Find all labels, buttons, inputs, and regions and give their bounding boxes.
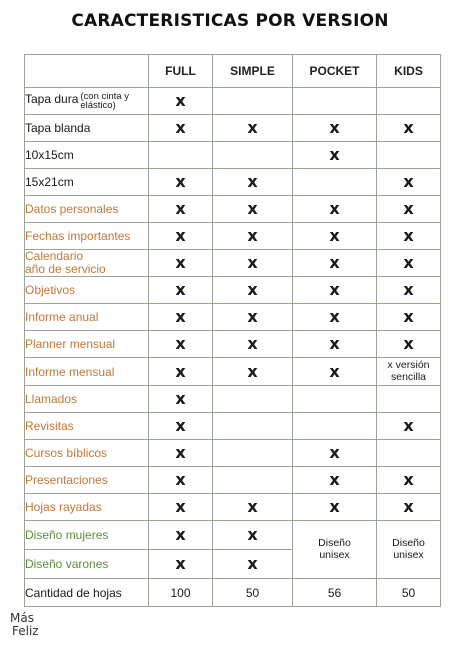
check-mark [377,250,441,277]
check-mark [213,358,293,386]
empty-cell [293,169,377,196]
empty-cell [213,88,293,115]
value-cell [293,579,377,607]
check-mark [213,550,293,579]
x-mark: x [403,497,414,516]
row-label [25,250,149,277]
x-mark: x [403,307,414,326]
x-mark: x [175,389,186,408]
merged-cell [377,521,441,579]
table-row [25,277,441,304]
x-mark: x [247,226,258,245]
features-table [24,54,441,607]
check-mark [377,277,441,304]
header-row [25,55,441,88]
row-label-text: Informe mensual [25,364,115,379]
row-label-text: Presentaciones [25,473,108,487]
check-mark [293,250,377,277]
row-label-text: Tapa dura [25,91,79,106]
x-mark: x [175,554,186,573]
check-mark [149,277,213,304]
x-mark: x [403,199,414,218]
row-label-text: 15x21cm [25,175,74,189]
x-mark: x [329,226,340,245]
x-mark: x [175,199,186,218]
check-mark-with-note [377,358,441,386]
table-row [25,88,441,115]
check-mark [377,304,441,331]
x-mark: x [329,497,340,516]
row-label [25,142,149,169]
check-mark [293,467,377,494]
row-label-text: Cantidad de hojas [25,585,122,600]
check-mark [293,494,377,521]
value-cell [149,579,213,607]
table-row [25,358,441,386]
row-label-text: Calendario año de servicio [25,249,106,276]
check-mark [149,521,213,550]
table-row [25,142,441,169]
x-mark: x [403,226,414,245]
check-mark [213,331,293,358]
empty-cell [213,386,293,413]
row-label-text: Datos personales [25,202,119,216]
header-corner [25,55,149,88]
row-label-text: Tapa blanda [25,121,91,135]
empty-cell [377,88,441,115]
check-mark [149,550,213,579]
logo-line-2: Feliz [12,624,39,638]
check-mark [293,115,377,142]
x-mark: x [175,280,186,299]
x-mark: x [175,334,186,353]
check-mark [293,331,377,358]
check-mark [149,413,213,440]
check-mark [213,223,293,250]
table-row [25,169,441,196]
x-mark: x [403,470,414,489]
x-mark: x [175,91,186,110]
x-mark: x [403,172,414,191]
check-mark [293,440,377,467]
cell-value: 50 [401,585,416,600]
row-label-text: Hojas rayadas [25,500,102,514]
row-label [25,277,149,304]
row-label-note: (con cinta y elástico) [80,90,129,111]
x-mark: x [247,280,258,299]
check-mark [377,494,441,521]
empty-cell [293,88,377,115]
x-mark: x [247,253,258,272]
cell-value: 56 [327,585,342,600]
row-label [25,88,149,115]
header-kids: KIDS [377,55,441,88]
check-mark [293,358,377,386]
row-label [25,169,149,196]
x-mark: x [175,118,186,137]
x-mark: x [329,199,340,218]
empty-cell [377,142,441,169]
x-mark: x [175,443,186,462]
cell-note: Diseño unisex [318,536,351,561]
x-mark: x [247,199,258,218]
x-mark: x [175,416,186,435]
table-row [25,250,441,277]
row-label [25,521,149,550]
x-mark: x [175,525,186,544]
row-label [25,115,149,142]
value-cell [213,579,293,607]
check-mark [213,304,293,331]
check-mark [213,521,293,550]
check-mark [293,277,377,304]
x-mark: x [175,361,186,381]
empty-cell [213,413,293,440]
x-mark: x [175,226,186,245]
check-mark [149,304,213,331]
x-mark: x [329,361,340,381]
table-row [25,196,441,223]
row-label-text: Planner mensual [25,337,116,351]
x-mark: x [247,172,258,191]
header-simple: SIMPLE [213,55,293,88]
check-mark [377,413,441,440]
row-label-text: Informe anual [25,310,99,324]
check-mark [149,440,213,467]
empty-cell [377,386,441,413]
check-mark [149,196,213,223]
x-mark: x [247,361,258,381]
cell-value: 50 [245,585,260,600]
x-mark: x [247,334,258,353]
row-label [25,304,149,331]
table-row [25,115,441,142]
x-mark: x [175,497,186,516]
x-mark: x [329,280,340,299]
check-mark [149,115,213,142]
logo-line-1: Más [10,611,34,625]
x-mark: x [329,334,340,353]
row-label [25,358,149,386]
check-mark [213,250,293,277]
table-row [25,521,441,550]
check-mark [149,358,213,386]
check-mark [149,88,213,115]
x-mark: x [247,307,258,326]
check-mark [377,331,441,358]
x-mark: x [403,416,414,435]
check-mark [293,196,377,223]
check-mark [149,467,213,494]
row-label [25,550,149,579]
empty-cell [213,467,293,494]
empty-cell [293,413,377,440]
x-mark-note: x versión sencilla [387,358,430,383]
row-label [25,579,149,607]
row-label [25,386,149,413]
check-mark [213,169,293,196]
page-title: CARACTERISTICAS POR VERSION [71,11,389,31]
check-mark [377,467,441,494]
brand-logo [10,612,39,638]
row-label [25,467,149,494]
check-mark [149,223,213,250]
row-label [25,331,149,358]
header-full: FULL [149,55,213,88]
row-label [25,413,149,440]
check-mark [293,304,377,331]
table-row [25,440,441,467]
check-mark [293,142,377,169]
empty-cell [213,440,293,467]
x-mark: x [247,118,258,137]
x-mark: x [403,118,414,137]
table-row [25,413,441,440]
row-label-text: Diseño mujeres [25,528,109,542]
x-mark: x [175,470,186,489]
row-label-text: Llamados [25,392,78,406]
check-mark [377,196,441,223]
row-label [25,494,149,521]
empty-cell [293,386,377,413]
check-mark [377,115,441,142]
row-label-text: 10x15cm [25,148,74,162]
x-mark: x [403,253,414,272]
check-mark [213,277,293,304]
x-mark: x [403,280,414,299]
x-mark: x [329,307,340,326]
empty-cell [213,142,293,169]
check-mark [149,331,213,358]
cell-note: Diseño unisex [392,536,425,561]
cell-value: 100 [170,585,191,600]
check-mark [149,494,213,521]
row-label-text: Revisitas [25,419,74,433]
table-row [25,304,441,331]
check-mark [213,196,293,223]
table-body [25,88,441,607]
merged-cell [293,521,377,579]
check-mark [293,223,377,250]
check-mark [213,115,293,142]
row-label-text: Objetivos [25,283,76,297]
x-mark: x [329,253,340,272]
row-label-text: Fechas importantes [25,229,131,243]
row-label-text: Cursos bíblicos [25,446,108,460]
x-mark: x [329,443,340,462]
table-row [25,331,441,358]
check-mark [149,386,213,413]
x-mark: x [329,118,340,137]
row-label-text: Diseño varones [25,557,109,571]
x-mark: x [175,253,186,272]
header-pocket: POCKET [293,55,377,88]
row-label [25,440,149,467]
x-mark: x [403,334,414,353]
empty-cell [377,440,441,467]
x-mark: x [247,554,258,573]
x-mark: x [329,470,340,489]
row-label [25,223,149,250]
check-mark [149,169,213,196]
check-mark [377,223,441,250]
table-row [25,579,441,607]
x-mark: x [247,497,258,516]
table-row [25,386,441,413]
check-mark [213,494,293,521]
x-mark: x [329,145,340,164]
table-row [25,223,441,250]
row-label [25,196,149,223]
x-mark: x [175,307,186,326]
x-mark: x [247,525,258,544]
empty-cell [149,142,213,169]
table-row [25,494,441,521]
x-mark: x [175,172,186,191]
value-cell [377,579,441,607]
check-mark [377,169,441,196]
check-mark [149,250,213,277]
table-row [25,467,441,494]
